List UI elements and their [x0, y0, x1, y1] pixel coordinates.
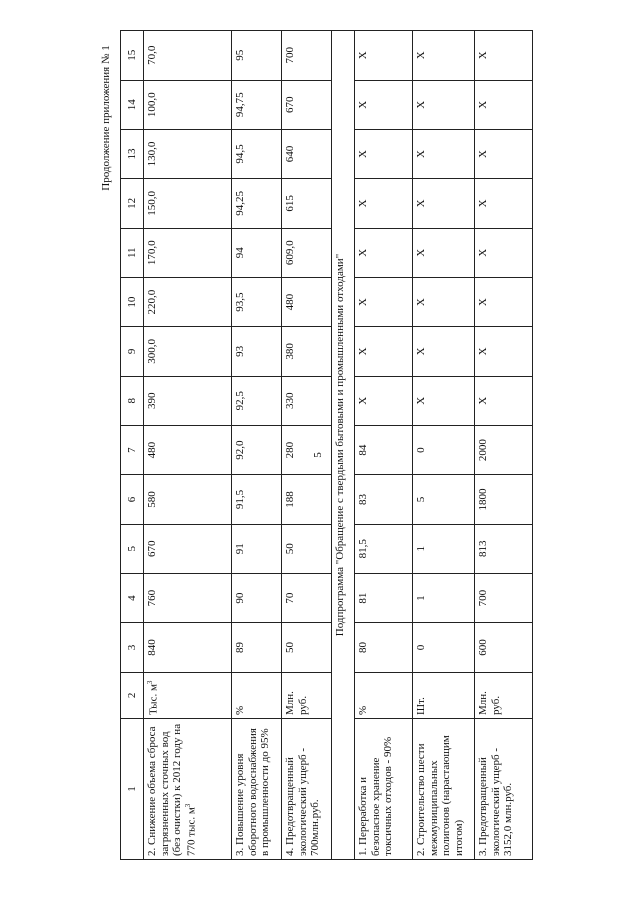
- value-cell: 1: [413, 573, 475, 622]
- value-cell: 480: [144, 425, 232, 474]
- value-cell: 280: [282, 425, 332, 474]
- column-number: 15: [121, 31, 144, 81]
- value-cell: X: [355, 277, 413, 326]
- value-cell: 81,5: [355, 524, 413, 573]
- value-cell: 220,0: [144, 277, 232, 326]
- unit-cell: [355, 672, 413, 718]
- value-cell: 91,5: [232, 475, 282, 524]
- value-cell: X: [475, 327, 533, 376]
- value-cell: 93: [232, 327, 282, 376]
- unit-text: %: [234, 705, 246, 715]
- unit-cell: [144, 672, 232, 718]
- indicator-text: 2. Снижение объема сброса загрязненных сточных вод (без очистки) к 2012 году на 770 тыс. м: [146, 723, 198, 856]
- unit-text: Млн. руб.: [477, 691, 502, 715]
- value-cell: 0: [413, 425, 475, 474]
- value-cell: X: [355, 129, 413, 178]
- indicator-text: 1. Переработка и безопасное хранение токсичных отходов - 90%: [357, 736, 395, 856]
- value-cell: X: [413, 327, 475, 376]
- value-cell: 150,0: [144, 179, 232, 228]
- value-cell: 600: [475, 623, 533, 672]
- value-cell: 90: [232, 573, 282, 622]
- table-row: [355, 31, 413, 860]
- indicators-table: [120, 30, 533, 860]
- unit-text: Млн. руб.: [284, 691, 309, 715]
- value-cell: X: [355, 327, 413, 376]
- value-cell: 330: [282, 376, 332, 425]
- unit-superscript: 3: [146, 680, 154, 685]
- value-cell: X: [475, 129, 533, 178]
- rotated-table-container: [120, 30, 560, 860]
- value-cell: 609,0: [282, 228, 332, 277]
- value-cell: X: [413, 376, 475, 425]
- table-row: [413, 31, 475, 860]
- unit-text: %: [357, 705, 369, 715]
- column-number: 7: [121, 425, 144, 474]
- indicator-text: 3. Предотвращенный экологический ущерб - 3152,0 млн.руб.: [477, 747, 515, 856]
- value-cell: X: [355, 376, 413, 425]
- column-number: 8: [121, 376, 144, 425]
- value-cell: 813: [475, 524, 533, 573]
- page-number: 5: [312, 452, 324, 458]
- unit-cell: [282, 672, 332, 718]
- value-cell: 188: [282, 475, 332, 524]
- unit-cell: [475, 672, 533, 718]
- column-number: 11: [121, 228, 144, 277]
- value-cell: 640: [282, 129, 332, 178]
- value-cell: 700: [282, 31, 332, 81]
- column-number: 9: [121, 327, 144, 376]
- value-cell: X: [413, 80, 475, 129]
- indicator-cell: [232, 718, 282, 859]
- value-cell: X: [413, 277, 475, 326]
- subprogram-row: [332, 31, 355, 860]
- value-cell: 81: [355, 573, 413, 622]
- value-cell: 94,5: [232, 129, 282, 178]
- column-number-row: [121, 31, 144, 860]
- value-cell: 670: [282, 80, 332, 129]
- indicator-text: 3. Повышение уровня оборотного водоснабжения в промышленности до 95%: [234, 728, 272, 856]
- value-cell: X: [355, 31, 413, 81]
- value-cell: 0: [413, 623, 475, 672]
- indicator-cell: [413, 718, 475, 859]
- indicator-cell: [355, 718, 413, 859]
- value-cell: 615: [282, 179, 332, 228]
- column-number: 14: [121, 80, 144, 129]
- value-cell: 94,25: [232, 179, 282, 228]
- value-cell: 760: [144, 573, 232, 622]
- value-cell: 1: [413, 524, 475, 573]
- table-row: [282, 31, 332, 860]
- value-cell: 170,0: [144, 228, 232, 277]
- table-row: [232, 31, 282, 860]
- value-cell: 300,0: [144, 327, 232, 376]
- indicator-text: 2. Строительство шести межмуниципальных полигонов (нарастающим итогом): [415, 735, 465, 856]
- value-cell: X: [355, 80, 413, 129]
- indicator-cell: [475, 718, 533, 859]
- column-number: 12: [121, 179, 144, 228]
- column-number: 1: [121, 718, 144, 859]
- value-cell: X: [413, 129, 475, 178]
- column-number: 4: [121, 573, 144, 622]
- value-cell: X: [413, 228, 475, 277]
- value-cell: 130,0: [144, 129, 232, 178]
- value-cell: 480: [282, 277, 332, 326]
- unit-cell: [413, 672, 475, 718]
- value-cell: X: [475, 376, 533, 425]
- value-cell: X: [475, 80, 533, 129]
- value-cell: 670: [144, 524, 232, 573]
- column-number: 2: [121, 672, 144, 718]
- unit-text: Тыс. м: [147, 684, 160, 715]
- value-cell: 92,0: [232, 425, 282, 474]
- value-cell: 92,5: [232, 376, 282, 425]
- value-cell: 2000: [475, 425, 533, 474]
- value-cell: 700: [475, 573, 533, 622]
- value-cell: 50: [282, 623, 332, 672]
- column-number: 3: [121, 623, 144, 672]
- unit-cell: [232, 672, 282, 718]
- value-cell: 83: [355, 475, 413, 524]
- value-cell: 390: [144, 376, 232, 425]
- value-cell: 91: [232, 524, 282, 573]
- indicator-cell: [144, 718, 232, 859]
- value-cell: 1800: [475, 475, 533, 524]
- column-number: 13: [121, 129, 144, 178]
- value-cell: X: [413, 179, 475, 228]
- value-cell: X: [475, 277, 533, 326]
- value-cell: 580: [144, 475, 232, 524]
- table-row: [475, 31, 533, 860]
- value-cell: 380: [282, 327, 332, 376]
- value-cell: X: [475, 31, 533, 81]
- value-cell: X: [475, 179, 533, 228]
- value-cell: 840: [144, 623, 232, 672]
- value-cell: 70: [282, 573, 332, 622]
- value-cell: X: [355, 228, 413, 277]
- value-cell: 94: [232, 228, 282, 277]
- column-number: 5: [121, 524, 144, 573]
- continuation-label: Продолжение приложения № 1: [100, 45, 112, 191]
- value-cell: X: [475, 228, 533, 277]
- value-cell: X: [355, 179, 413, 228]
- indicator-text: 4. Предотвращенный экологический ущерб - 700млн.руб.: [284, 747, 322, 856]
- value-cell: 100,0: [144, 80, 232, 129]
- table-body: [144, 31, 533, 860]
- value-cell: 80: [355, 623, 413, 672]
- value-cell: 84: [355, 425, 413, 474]
- column-number: 10: [121, 277, 144, 326]
- value-cell: 89: [232, 623, 282, 672]
- value-cell: 93,5: [232, 277, 282, 326]
- value-cell: 50: [282, 524, 332, 573]
- value-cell: 95: [232, 31, 282, 81]
- value-cell: 70,0: [144, 31, 232, 81]
- indicator-superscript: 3: [183, 803, 192, 808]
- column-number: 6: [121, 475, 144, 524]
- value-cell: 5: [413, 475, 475, 524]
- value-cell: 94,75: [232, 80, 282, 129]
- table-row: [144, 31, 232, 860]
- unit-text: Шт.: [415, 697, 427, 715]
- indicator-cell: [282, 718, 332, 859]
- value-cell: X: [413, 31, 475, 81]
- subprogram-title: Подпрограмма "Обращение с твердыми бытовыми и промышленными отходами": [332, 31, 355, 860]
